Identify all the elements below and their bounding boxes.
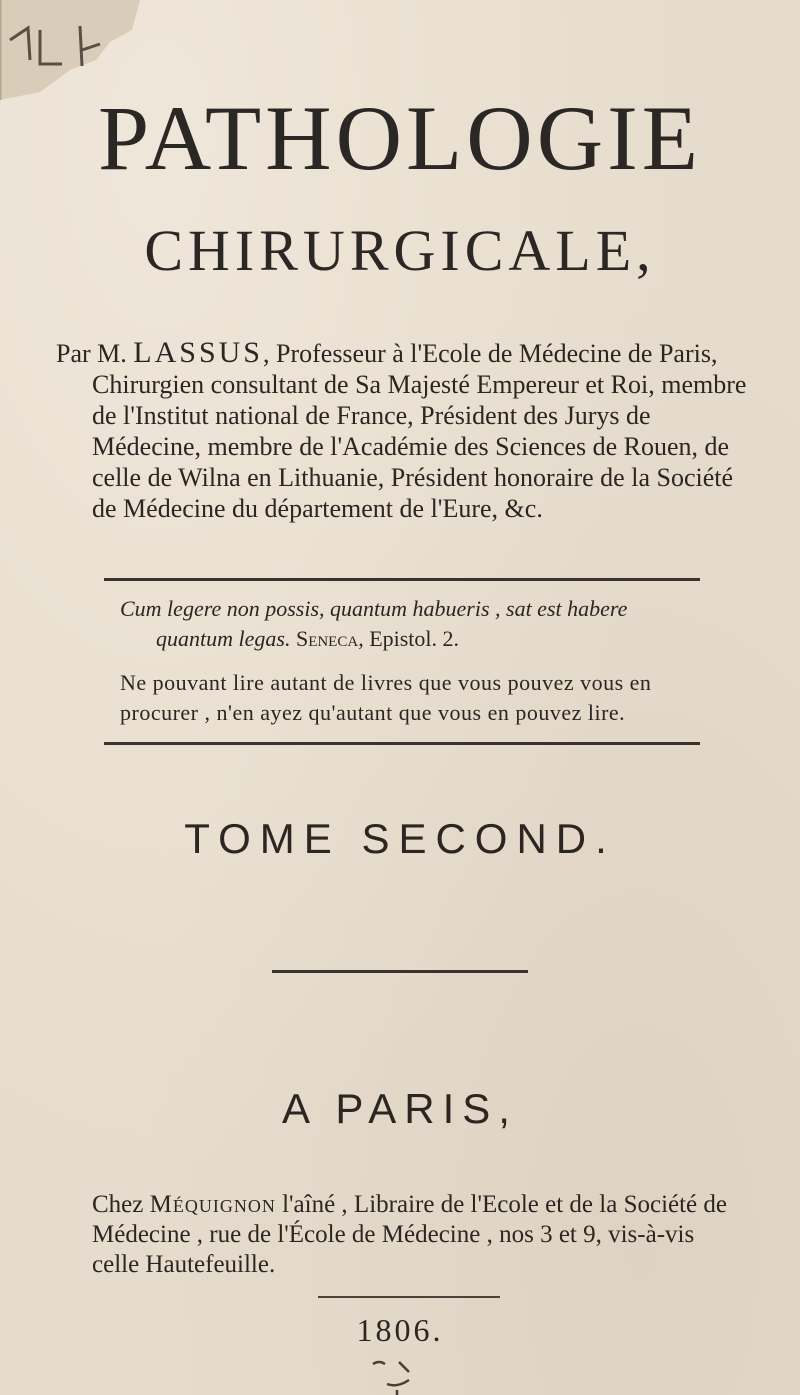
publisher-name: Méquignon	[149, 1191, 276, 1218]
rule-top-epigraph	[104, 578, 700, 581]
volume-label: TOME SECOND.	[184, 815, 616, 862]
epigraph-latin-cont: quantum legas.	[156, 626, 296, 651]
epigraph-latin-continued	[120, 624, 720, 654]
ink-mark-icon	[365, 1358, 425, 1395]
epigraph-french: Ne pouvant lire autant de livres que vous pouvez vous en procurer , n'en ayez qu'autant que vous en pouvez lire.	[120, 670, 652, 725]
author-prefix: Par M.	[56, 339, 134, 368]
publisher-details: l'aîné , Libraire de l'Ecole et de la Société de Médecine , rue de l'École de Médecine , nos 3 et 9, vis-à-vis celle Hautefeuille.	[92, 1191, 728, 1278]
place-of-publication: A PARIS,	[282, 1085, 518, 1132]
title-line-2: CHIRURGICALE,	[144, 218, 656, 283]
title-line-1: PATHOLOGIE	[98, 87, 702, 189]
torn-paper-fragment	[0, 0, 140, 100]
epigraph-source-name: Seneca	[295, 626, 359, 651]
publisher-block	[92, 1190, 732, 1280]
rule-above-year	[318, 1296, 500, 1298]
publisher-prefix: Chez	[92, 1191, 150, 1218]
ornamental-rule	[272, 970, 528, 973]
author-block	[56, 337, 756, 524]
author-name: LASSUS	[133, 336, 263, 369]
epigraph-source-ref: , Epistol. 2.	[358, 626, 460, 651]
author-paragraph	[56, 337, 756, 524]
rule-bottom-epigraph	[104, 742, 700, 745]
author-description: , Professeur à l'Ecole de Médecine de Paris, Chirurgien consultant de Sa Majesté Empereur et Roi, membre de l'Institut national de France, Président des Jurys de Médecine, membre de l'Académie des Sciences de Rouen, de celle de Wilna en Lithuanie, Président honoraire de la Société de Médecine du département de l'Eure, &c.	[92, 339, 747, 523]
epigraph	[120, 594, 720, 728]
publication-year: 1806.	[356, 1312, 444, 1348]
epigraph-latin: Cum legere non possis, quantum habueris , sat est habere	[120, 596, 628, 621]
